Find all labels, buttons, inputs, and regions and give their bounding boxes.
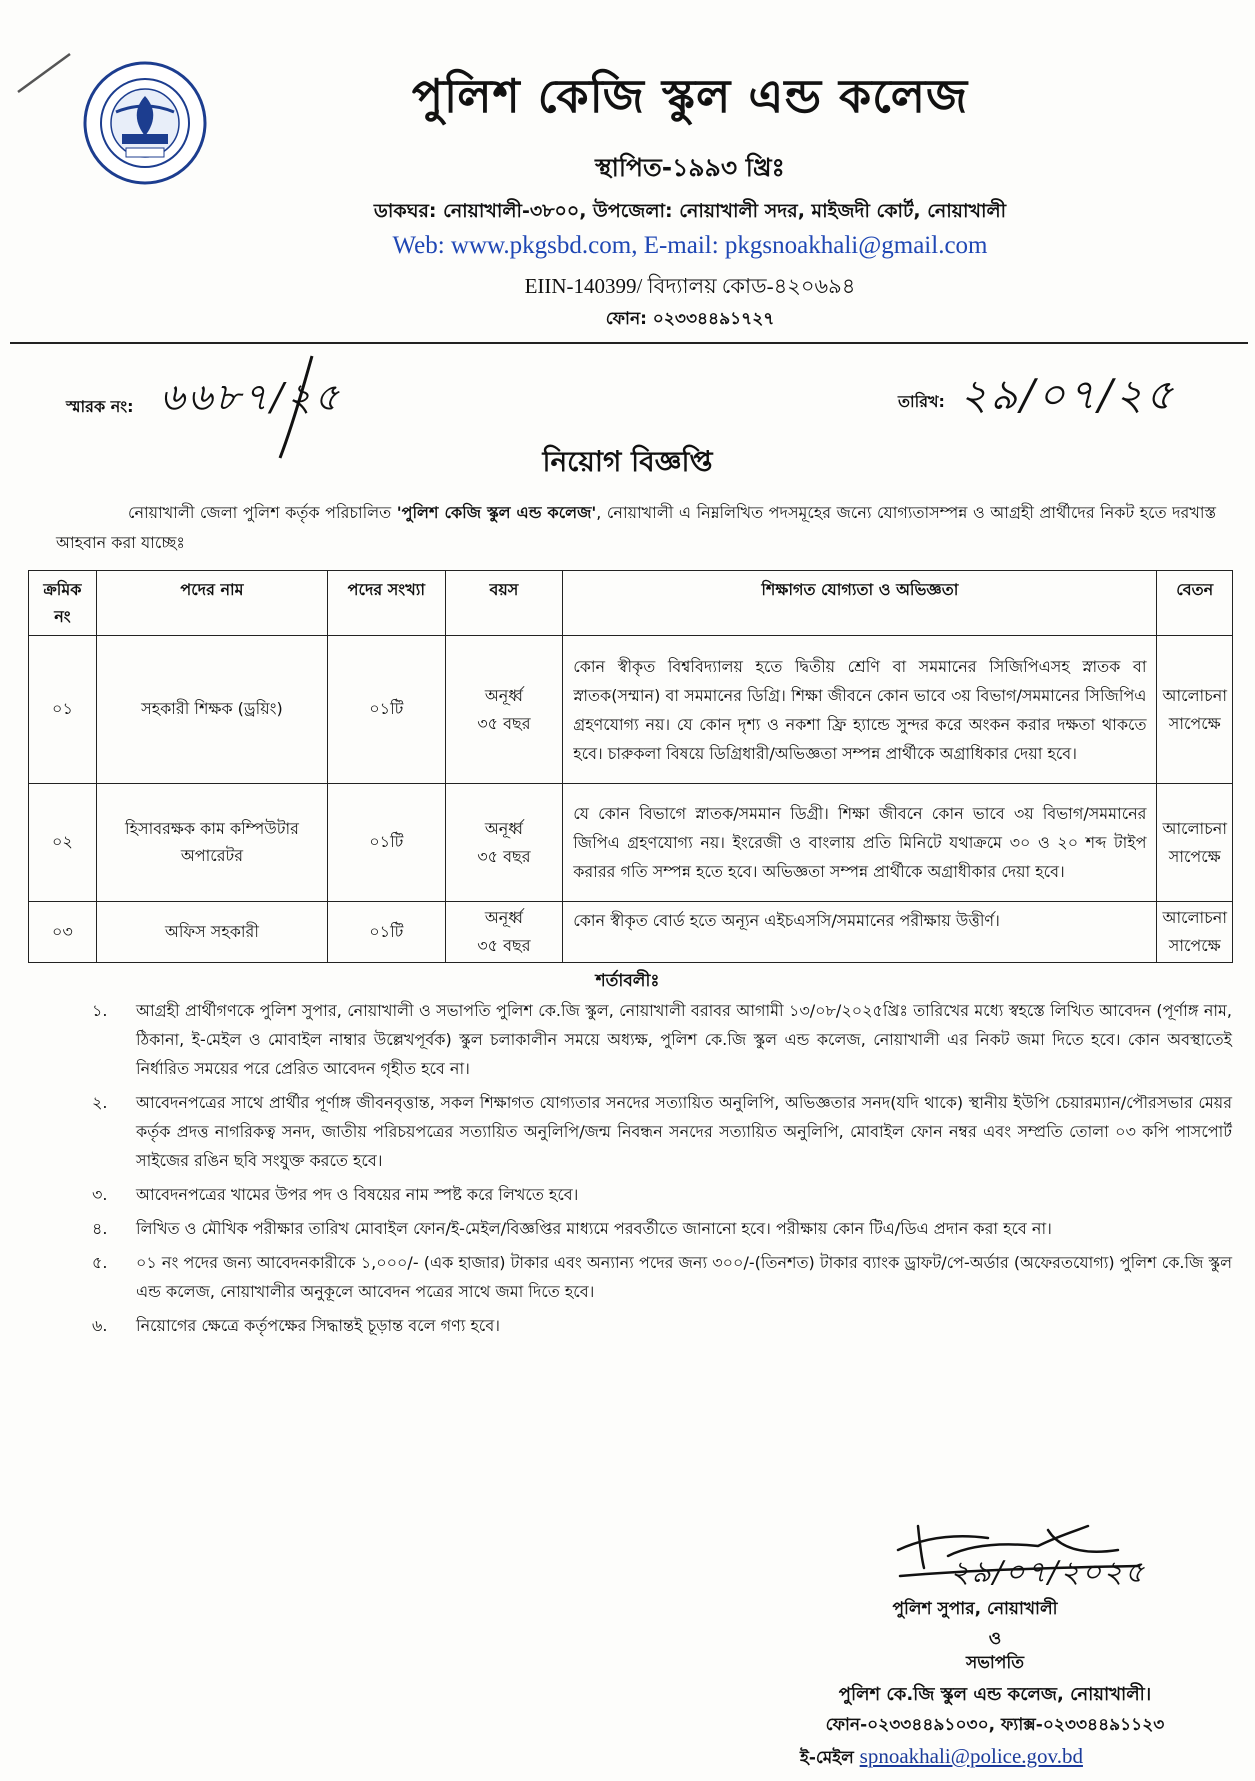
condition-number: ২.	[92, 1093, 108, 1112]
cell-post: সহকারী শিক্ষক (ড্রয়িং)	[96, 636, 327, 784]
signatory-line-4: পুলিশ কে.জি স্কুল এন্ড কলেজ, নোয়াখালী।	[838, 1684, 1152, 1705]
list-item	[92, 1214, 1232, 1243]
condition-text: লিখিত ও মৌখিক পরীক্ষার তারিখ মোবাইল ফোন/ই-মেইল/বিজ্ঞপ্তির মাধ্যমে পরবর্তীতে জানানো হবে। পরীক্ষায় কোন টিএ/ডিএ প্রদান করা হবে না।	[136, 1219, 1052, 1238]
condition-number: ১.	[92, 1001, 108, 1020]
cell-count: ০১টি	[328, 902, 446, 963]
header-count: পদের সংখ্যা	[328, 571, 446, 636]
cell-salary	[1157, 784, 1233, 902]
school-title: পুলিশ কেজি স্কুল এন্ড কলেজ	[411, 69, 969, 123]
conditions-list	[92, 996, 1232, 1345]
signatory-line-3: সভাপতি	[966, 1653, 1024, 1673]
list-item	[92, 996, 1232, 1083]
cell-salary	[1157, 902, 1233, 963]
cell-serial: ০৩	[29, 902, 97, 963]
school-address: ডাকঘর: নোয়াখালী-৩৮০০, উপজেলা: নোয়াখালী সদর, মাইজদী কোর্ট, নোয়াখালী	[373, 200, 1007, 222]
intro-text-after: , নোয়াখালী এ নিম্নলিখিত পদসমূহের জন্যে যোগ্যতাসম্পন্ন ও আগ্রহী প্রার্থীদের নিকট হতে দরখাস্ত আহবান করা যাচ্ছেঃ	[56, 503, 1216, 552]
table-row	[29, 902, 1233, 963]
email-label: ই-মেইল	[800, 1748, 860, 1768]
age-line-2: ৩৫ বছর	[477, 846, 531, 866]
table-row	[29, 784, 1233, 902]
signatory-line-2: ও	[988, 1629, 1002, 1649]
salary-line-1: আলোচনা	[1162, 908, 1227, 927]
condition-text: ০১ নং পদের জন্য আবেদনকারীকে ১,০০০/- (এক হাজার) টাকার এবং অন্যান্য পদের জন্য ৩০০/-(তিনশত) টাকার ব্যাংক ড্রাফট/পে-অর্ডার (অফেরতযোগ্য) পুলিশ কে.জি স্কুল এন্ড কলেজ, নোয়াখালীর অনুকূলে আবেদন পত্রের সাথে জমা দিতে হবে।	[136, 1253, 1232, 1301]
header-post: পদের নাম	[96, 571, 327, 636]
cell-qualification: কোন স্বীকৃত বিশ্ববিদ্যালয় হতে দ্বিতীয় শ্রেণি বা সমমানের সিজিপিএসহ স্নাতক বা স্নাতক(সম্মান) বা সমমানের ডিগ্রি। শিক্ষা জীবনে কোন ভাবে ৩য় বিভাগ/সমমানের সিজিপিএ গ্রহণযোগ্য নয়। যে কোন দৃশ্য ও নকশা ফ্রি হ্যান্ডে সুন্দর করে অংকন করার দক্ষতা থাকতে হবে। চারুকলা বিষয়ে ডিগ্রিধারী/অভিজ্ঞতা সম্পন্ন প্রার্থীকে অগ্রাধিকার দেয়া হবে।	[563, 636, 1157, 784]
signature-date: ২৯/০৭/২০২৫	[950, 1555, 1147, 1590]
intro-paragraph	[56, 498, 1216, 558]
cell-age	[445, 784, 563, 902]
pen-stroke-mark	[14, 48, 74, 98]
salary-line-1: আলোচনা	[1162, 818, 1227, 838]
header-divider	[10, 342, 1248, 344]
table-row	[29, 636, 1233, 784]
cell-age	[445, 636, 563, 784]
cell-age	[445, 902, 563, 963]
list-item	[92, 1311, 1232, 1340]
memo-label: স্মারক নং:	[66, 397, 134, 416]
signatory-email-line	[800, 1744, 1083, 1773]
signatory-line-5: ফোন-০২৩৩৪৪৯১০৩০, ফ্যাক্স-০২৩৩৪৪৯১১২৩	[825, 1715, 1165, 1735]
cell-qualification: কোন স্বীকৃত বোর্ড হতে অন্যূন এইচএসসি/সমমানের পরীক্ষায় উত্তীর্ণ।	[563, 902, 1157, 963]
cell-qualification: যে কোন বিভাগে স্নাতক/সমমান ডিগ্রী। শিক্ষা জীবনে কোন ভাবে ৩য় বিভাগ/সমমানের জিপিএ গ্রহণযোগ্য নয়। ইংরেজী ও বাংলায় প্রতি মিনিটে যথাক্রমে ৩০ ও ২০ শব্দ টাইপ করারর গতি সম্পন্ন হতে হবে। অভিজ্ঞতা সম্পন্ন প্রার্থীকে অগ্রাধীকার দেয়া হবে।	[563, 784, 1157, 902]
list-item	[92, 1248, 1232, 1306]
notice-title: নিয়োগ বিজ্ঞপ্তি	[542, 445, 713, 478]
list-item	[92, 1088, 1232, 1175]
conditions-title: শর্তাবলীঃ	[595, 971, 660, 991]
cell-post: হিসাবরক্ষক কাম কম্পিউটার অপারেটর	[96, 784, 327, 902]
age-line-1: অনূর্ধ্ব	[484, 818, 523, 838]
list-item	[92, 1180, 1232, 1209]
condition-text: নিয়োগের ক্ষেত্রে কর্তৃপক্ষের সিদ্ধান্তই চূড়ান্ত বলে গণ্য হবে।	[136, 1316, 500, 1335]
web-email-line: Web: www.pkgsbd.com, E-mail: pkgsnoakhali@gmail.com	[392, 232, 988, 259]
eiin-code: EIIN-140399/ বিদ্যালয় কোড-৪২০৬৯৪	[524, 274, 856, 298]
condition-text: আবেদনপত্রের খামের উপর পদ ও বিষয়ের নাম স্পষ্ট করে লিখতে হবে।	[136, 1185, 579, 1204]
school-logo-icon	[82, 60, 208, 186]
age-line-2: ৩৫ বছর	[477, 936, 531, 955]
established-year: স্থাপিত-১৯৯৩ খ্রিঃ	[595, 153, 785, 182]
header-salary: বেতন	[1157, 571, 1233, 636]
school-phone: ফোন: ০২৩৩৪৪৯১৭২৭	[605, 309, 775, 329]
signatory-line-1: পুলিশ সুপার, নোয়াখালী	[892, 1599, 1058, 1619]
date-label: তারিখ:	[898, 392, 945, 411]
header-qualification: শিক্ষাগত যোগ্যতা ও অভিজ্ঞতা	[563, 571, 1157, 636]
header-age: বয়স	[445, 571, 563, 636]
cell-serial: ০২	[29, 784, 97, 902]
condition-number: ৫.	[92, 1253, 108, 1272]
header-serial: ক্রমিক নং	[29, 571, 97, 636]
memo-date: ২৯/০৭/২৫	[960, 370, 1177, 419]
salary-line-1: আলোচনা	[1162, 685, 1227, 705]
age-line-1: অনূর্ধ্ব	[484, 908, 523, 927]
age-line-2: ৩৫ বছর	[477, 713, 531, 733]
age-line-1: অনূর্ধ্ব	[484, 685, 523, 705]
table-header-row	[29, 571, 1233, 636]
cell-salary	[1157, 636, 1233, 784]
condition-text: আগ্রহী প্রার্থীগণকে পুলিশ সুপার, নোয়াখালী ও সভাপতি পুলিশ কে.জি স্কুল, নোয়াখালী বরাবর আগামী ১৩/০৮/২০২৫খ্রিঃ তারিখের মধ্যে স্বহস্তে লিখিত আবেদন (পূর্ণাঙ্গ নাম, ঠিকানা, ই-মেইল ও মোবাইল নাম্বার উল্লেখপূর্বক) স্কুল চলাকালীন সময়ে অধ্যক্ষ, পুলিশ কে.জি স্কুল এন্ড কলেজ, নোয়াখালী এর নিকট জমা দিতে হবে। কোন অবস্থাতেই নির্ধারিত সময়ের পরে প্রেরিত আবেদন গৃহীত হবে না।	[136, 1001, 1232, 1078]
condition-number: ৪.	[92, 1219, 108, 1238]
condition-number: ৩.	[92, 1185, 108, 1204]
condition-text: আবেদনপত্রের সাথে প্রার্থীর পূর্ণাঙ্গ জীবনবৃত্তান্ত, সকল শিক্ষাগত যোগ্যতার সনদের সত্যায়িত অনুলিপি, অভিজ্ঞতার সনদ(যদি থাকে) স্থানীয় ইউপি চেয়ারম্যান/পৌরসভার মেয়র কর্তৃক প্রদত্ত নাগরিকত্ব সনদ, জাতীয় পরিচয়পত্রের সত্যায়িত অনুলিপি/জন্ম নিবন্ধন সনদের সত্যায়িত অনুলিপি, মোবাইল ফোন নম্বর এবং সম্প্রতি তোলা ০৩ কপি পাসপোর্ট সাইজের রঙিন ছবি সংযুক্ত করতে হবে।	[136, 1093, 1232, 1170]
salary-line-2: সাপেক্ষে	[1168, 936, 1221, 955]
condition-number: ৬.	[92, 1316, 108, 1335]
cell-count: ০১টি	[328, 784, 446, 902]
cell-post: অফিস সহকারী	[96, 902, 327, 963]
vacancy-table	[28, 570, 1233, 963]
cell-count: ০১টি	[328, 636, 446, 784]
memo-number: ৬৬৮৭/২৫	[160, 375, 342, 419]
cell-serial: ০১	[29, 636, 97, 784]
intro-text-before: নোয়াখালী জেলা পুলিশ কর্তৃক পরিচালিত	[128, 503, 397, 522]
intro-school-name: 'পুলিশ কেজি স্কুল এন্ড কলেজ'	[396, 503, 597, 522]
email-link[interactable]: spnoakhali@police.gov.bd	[859, 1744, 1083, 1768]
salary-line-2: সাপেক্ষে	[1168, 713, 1221, 733]
salary-line-2: সাপেক্ষে	[1168, 846, 1221, 866]
